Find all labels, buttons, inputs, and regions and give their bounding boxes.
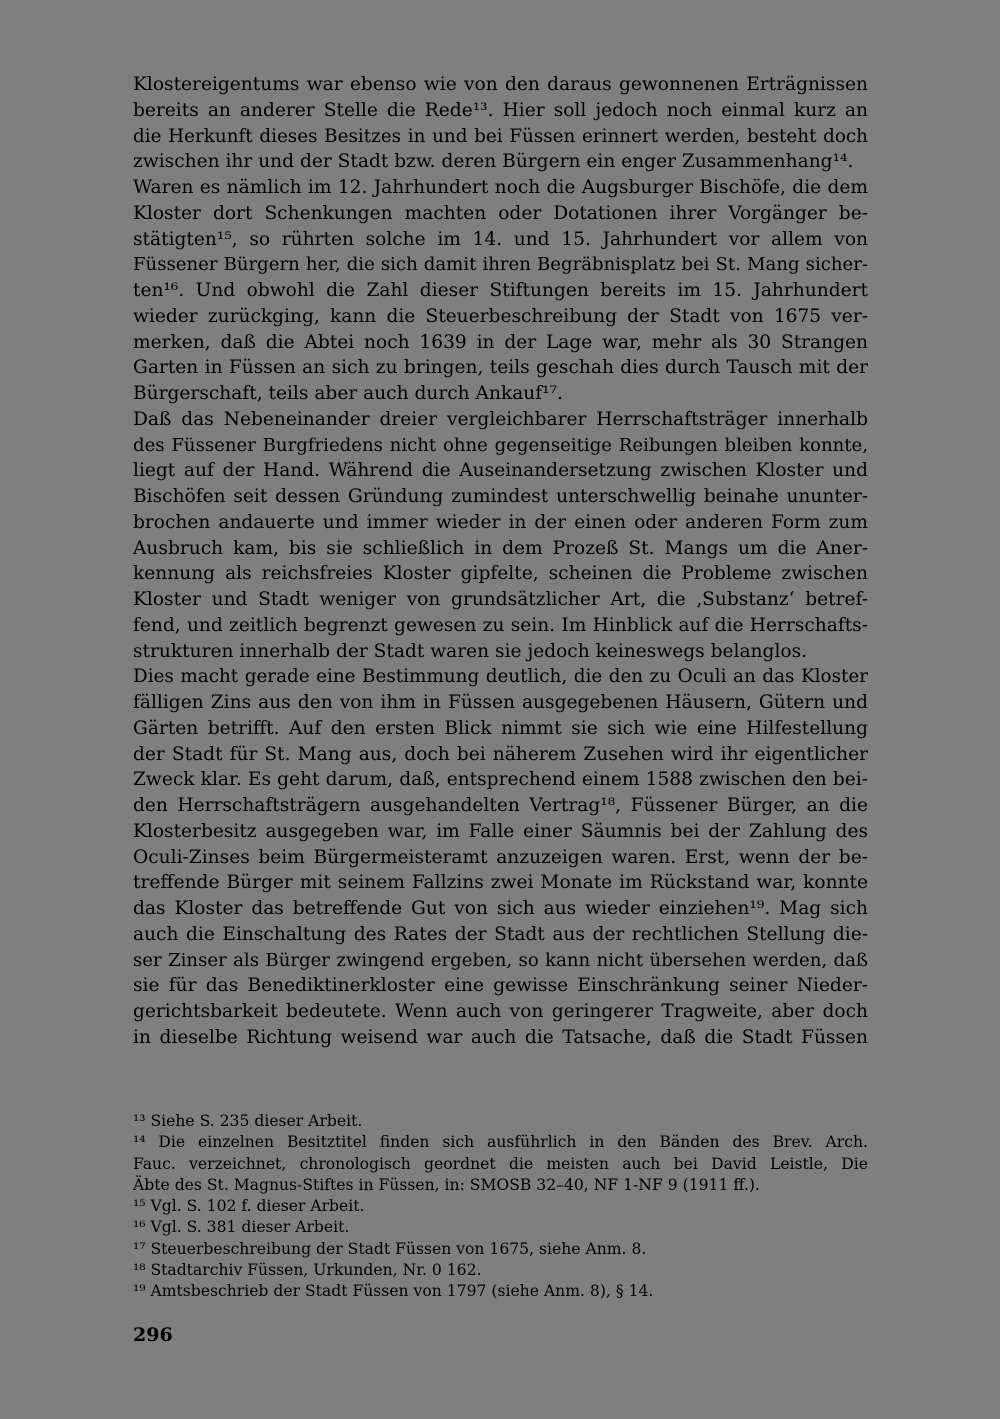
text-line: strukturen innerhalb der Stadt waren sie jedoch keineswegs belanglos. <box>133 640 808 662</box>
text-line: sie für das Benediktinerkloster eine gewisse Einschränkung seiner Nieder- <box>133 975 868 997</box>
text-line: Füssener Bürgern her, die sich damit ihren Begräbnisplatz bei St. Mang sicher- <box>133 254 868 276</box>
text-line: Garten in Füssen an sich zu bringen, teils geschah dies durch Tausch mit der <box>133 357 868 379</box>
text-line: zwischen ihr und der Stadt bzw. deren Bürgern ein enger Zusammenhang¹⁴. <box>133 151 854 173</box>
text-line: Waren es nämlich im 12. Jahrhundert noch die Augsburger Bischöfe, die dem <box>133 177 868 198</box>
text-line: stätigten¹⁵, so rührten solche im 14. und 15. Jahrhundert vor allem von <box>133 228 868 250</box>
main-text-block <box>133 72 868 1051</box>
text-line: Gärten betrifft. Auf den ersten Blick nimmt sie sich wie eine Hilfestellung <box>133 717 868 739</box>
text-line: Oculi-Zinses beim Bürgermeisteramt anzuzeigen waren. Erst, wenn der be- <box>133 846 868 868</box>
text-line: in dieselbe Richtung weisend war auch die Tatsache, daß die Stadt Füssen <box>133 1026 868 1048</box>
footnote-line: Äbte des St. Magnus-Stiftes in Füssen, in: SMOSB 32–40, NF 1-NF 9 (1911 ff.). <box>133 1175 760 1194</box>
text-line: das Kloster das betreffende Gut von sich aus wieder einziehen¹⁹. Mag sich <box>133 898 868 919</box>
text-line: Bischöfen seit dessen Gründung zumindest unterschwellig beinahe ununter- <box>133 486 868 507</box>
text-line: Dies macht gerade eine Bestimmung deutlich, die den zu Oculi an das Kloster <box>133 666 868 688</box>
footnote-line: ¹⁶ Vgl. S. 381 dieser Arbeit. <box>133 1218 350 1237</box>
text-line: Ausbruch kam, bis sie schließlich in dem Prozeß St. Mangs um die Aner- <box>133 537 868 559</box>
text-line: bereits an anderer Stelle die Rede¹³. Hier soll jedoch noch einmal kurz an <box>133 99 868 121</box>
text-line: wieder zurückging, kann die Steuerbeschreibung der Stadt von 1675 ver- <box>133 305 868 327</box>
text-line: auch die Einschaltung des Rates der Stadt aus der rechtlichen Stellung die- <box>133 923 868 945</box>
text-line: Klostereigentums war ebenso wie von den daraus gewonnenen Erträgnissen <box>133 74 868 95</box>
footnote-line: ¹⁵ Vgl. S. 102 f. dieser Arbeit. <box>133 1197 365 1216</box>
text-line: Kloster dort Schenkungen machten oder Dotationen ihrer Vorgänger be- <box>133 202 868 224</box>
text-line: Bürgerschaft, teils aber auch durch Ankauf¹⁷. <box>133 383 563 404</box>
footnote-line: ¹⁴ Die einzelnen Besitztitel finden sich ausführlich in den Bänden des Brev. Arch. <box>133 1133 868 1152</box>
footnote-line: ¹³ Siehe S. 235 dieser Arbeit. <box>133 1112 363 1130</box>
text-line: treffende Bürger mit seinem Fallzins zwei Monate im Rückstand war, konnte <box>133 872 868 894</box>
text-line: ser Zinser als Bürger zwingend ergeben, so kann nicht übersehen werden, daß <box>133 949 868 971</box>
text-line: gerichtsbarkeit bedeutete. Wenn auch von geringerer Tragweite, aber doch <box>133 1001 868 1022</box>
text-line: brochen andauerte und immer wieder in der einen oder anderen Form zum <box>133 511 868 533</box>
text-line: kennung als reichsfreies Kloster gipfelte, scheinen die Probleme zwischen <box>133 563 868 585</box>
text-line: Zweck klar. Es geht darum, daß, entsprechend einem 1588 zwischen den bei- <box>133 769 868 791</box>
text-line: Daß das Nebeneinander dreier vergleichbarer Herrschaftsträger innerhalb <box>133 408 868 430</box>
text-line: liegt auf der Hand. Während die Auseinandersetzung zwischen Kloster und <box>133 460 868 482</box>
text-line: ten¹⁶. Und obwohl die Zahl dieser Stiftungen bereits im 15. Jahrhundert <box>133 280 868 301</box>
footnote-line: ¹⁹ Amtsbeschrieb der Stadt Füssen von 1797 (siehe Anm. 8), § 14. <box>133 1282 654 1301</box>
text-line: des Füssener Burgfriedens nicht ohne gegenseitige Reibungen bleiben konnte, <box>133 434 868 456</box>
text-line: merken, daß die Abtei noch 1639 in der Lage war, mehr als 30 Strangen <box>133 331 868 353</box>
page-number: 296 <box>133 1324 173 1346</box>
text-line: der Stadt für St. Mang aus, doch bei näherem Zusehen wird ihr eigentlicher <box>133 743 868 765</box>
text-line: den Herrschaftsträgern ausgehandelten Vertrag¹⁸, Füssener Bürger, an die <box>133 795 868 816</box>
text-line: die Herkunft dieses Besitzes in und bei Füssen erinnert werden, besteht doch <box>133 125 868 147</box>
footnote-line: Fauc. verzeichnet, chronologisch geordnet die meisten auch bei David Leistle, Die <box>133 1154 868 1173</box>
footnotes-block <box>133 1111 868 1303</box>
text-line: fend, und zeitlich begrenzt gewesen zu sein. Im Hinblick auf die Herrschafts- <box>133 614 868 636</box>
text-line: Kloster und Stadt weniger von grundsätzlicher Art, die ‚Substanz‘ betref- <box>133 589 868 610</box>
footnote-line: ¹⁸ Stadtarchiv Füssen, Urkunden, Nr. 0 162. <box>133 1261 482 1280</box>
text-line: fälligen Zins aus den von ihm in Füssen ausgegebenen Häusern, Gütern und <box>133 692 868 713</box>
text-line: Klosterbesitz ausgegeben war, im Falle einer Säumnis bei der Zahlung des <box>133 820 868 842</box>
footnote-line: ¹⁷ Steuerbeschreibung der Stadt Füssen von 1675, siehe Anm. 8. <box>133 1239 647 1258</box>
